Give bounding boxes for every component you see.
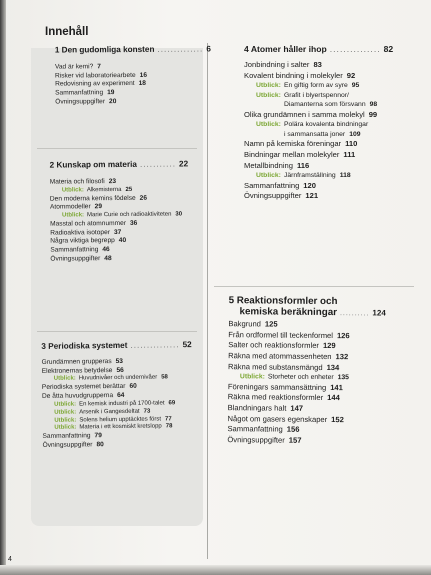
chapter-4 (244, 44, 428, 202)
entry-title: Räkna med substansmängd (228, 361, 323, 372)
entry-title: Övningsuppgifter (42, 441, 93, 449)
toc-entry (244, 150, 428, 161)
entry-page: 134 (326, 362, 340, 372)
entry-page: 111 (343, 150, 356, 160)
entry-page: 23 (108, 178, 117, 186)
entry-title: Blandningars halt (227, 403, 287, 413)
entry-title: Periodiska systemet berättar (41, 383, 126, 392)
entry-title: Sammanfattning (227, 424, 283, 434)
entry-page: 73 (143, 408, 151, 415)
page-edge-shadow (0, 0, 6, 575)
entry-page: 120 (303, 180, 316, 190)
chapter-heading (244, 44, 428, 54)
entry-page: 30 (175, 211, 183, 218)
toc-entry-utblick (244, 171, 428, 181)
entry-page: 135 (337, 374, 350, 382)
entry-page: 25 (125, 186, 133, 193)
toc-entry (227, 435, 422, 447)
entry-page: 126 (336, 330, 350, 340)
utblick-label: Utblick: (61, 187, 84, 194)
entry-page: 125 (264, 319, 278, 329)
entry-title: Kovalent bindning i molekyler (244, 70, 343, 80)
chapter-page: 82 (383, 44, 394, 54)
separator (37, 148, 197, 149)
entry-page: 152 (331, 414, 344, 424)
entry-page: 83 (313, 60, 322, 69)
chapter-page: 6 (206, 44, 211, 54)
chapter-page: 52 (182, 340, 192, 350)
entry-page: 48 (104, 254, 112, 262)
chapter-page: 22 (178, 159, 189, 169)
column-divider (207, 43, 208, 559)
entry-title: Atommodeller (49, 203, 91, 211)
entry-title: Metallbindning (244, 160, 293, 170)
entry-title: Radioaktiva isotoper (50, 228, 110, 237)
chapter-heading (41, 340, 191, 351)
entry-page: 132 (335, 351, 349, 362)
entry-title: Den moderna kemins födelse (49, 194, 136, 203)
toc-entry (244, 161, 428, 172)
entry-page: 19 (107, 89, 115, 97)
leader-dots: .......... (339, 310, 370, 318)
utblick-label: Utblick: (256, 172, 281, 180)
entry-title: Några viktiga begrepp (50, 237, 115, 245)
toc-entry-continuation (244, 100, 428, 110)
utblick-label: Utblick: (62, 212, 85, 219)
entry-page: 118 (339, 172, 351, 180)
entry-page: 129 (322, 341, 336, 351)
entry-page: 121 (305, 191, 319, 201)
chapter-title: 2 Kunskap om materia (49, 159, 138, 170)
entry-page: 37 (113, 228, 122, 236)
separator (37, 331, 197, 332)
chapter-1 (55, 44, 211, 107)
entry-title: Alkemisterna (86, 186, 122, 193)
entry-title: Solens helium upptäcktes först (79, 415, 162, 423)
entry-page: 156 (286, 424, 300, 434)
entry-title: Jonbindning i salter (244, 60, 310, 69)
entry-title: Risker vid laboratoriearbete (54, 71, 136, 80)
entry-page: 79 (94, 432, 102, 440)
entry-title: Räkna med reaktionsformler (227, 392, 324, 403)
entry-title: i sammansatta joner (284, 130, 346, 138)
chapter-3 (41, 340, 193, 451)
entry-title: Något om gasers egenskaper (227, 413, 328, 424)
entry-page: 116 (296, 160, 310, 170)
chapter-page: 124 (372, 308, 386, 318)
entry-page: 64 (117, 391, 125, 400)
entry-page: 40 (118, 237, 127, 245)
entry-title: Polära kovalenta bindningar (283, 121, 369, 129)
left-panel (31, 48, 203, 526)
toc-entry (244, 110, 428, 121)
toc-entry-utblick (244, 120, 428, 130)
entry-page: 78 (165, 423, 173, 430)
entry-title: Materia och filosofi (49, 178, 105, 186)
entry-title: Diamanterna som försvann (284, 101, 366, 109)
toc-entry (244, 191, 428, 202)
entry-title: Från ordformel till teckenformel (228, 329, 334, 340)
utblick-label: Utblick: (256, 82, 281, 90)
chapter-title: 1 Den gudomliga konsten (54, 44, 155, 55)
entry-title: Olika grundämnen i samma molekyl (244, 109, 365, 119)
leader-dots: ............... (329, 44, 381, 54)
entry-title: Materia i ett kosmiskt kretslopp (79, 423, 162, 431)
entry-title: Övningsuppgifter (244, 191, 302, 201)
entry-page: 92 (346, 70, 356, 80)
entry-title: Huvudnivåer och undernivåer (78, 374, 158, 382)
toc-entry (55, 97, 211, 107)
entry-title: Storheter och enheter (267, 373, 334, 382)
entry-page: 60 (129, 383, 137, 391)
utblick-label: Utblick: (54, 417, 77, 424)
entry-title: En giftig form av syre (283, 82, 348, 90)
entry-title: Sammanfattning (244, 180, 300, 190)
entry-title: Övningsuppgifter (50, 254, 101, 263)
entry-title: Järnframställning (283, 172, 336, 180)
utblick-label: Utblick: (256, 121, 281, 129)
entry-page: 110 (345, 139, 358, 149)
entry-title: Föreningars sammansättning (227, 381, 327, 392)
entry-title: Övningsuppgifter (227, 434, 285, 445)
utblick-label: Utblick: (53, 375, 76, 383)
entry-title: De åtta huvudgrupperna (41, 392, 114, 400)
entry-title: Namn på kemiska föreningar (244, 139, 342, 149)
chapter-2 (50, 159, 189, 264)
page-number: 4 (8, 556, 12, 563)
utblick-label: Utblick: (54, 409, 77, 416)
entry-title: Salter och reaktionsformler (228, 340, 320, 351)
toc-entry (244, 60, 428, 71)
entry-title: Vad är kemi? (54, 63, 94, 71)
entry-title: En kemisk industri på 1700-talet (79, 400, 165, 408)
entry-page: 157 (288, 435, 302, 445)
entry-title: Övningsuppgifter (55, 98, 106, 106)
entry-title: Sammanfattning (42, 432, 91, 441)
chapter-heading-line2 (228, 306, 423, 319)
chapter-title: 5 Reaktionsformler och (228, 295, 338, 308)
entry-page: 56 (116, 366, 124, 374)
chapter-5 (227, 295, 423, 447)
entry-page: 147 (290, 403, 304, 413)
chapter-title: 4 Atomer håller ihop (244, 44, 327, 54)
entry-page: 16 (139, 71, 148, 79)
utblick-label: Utblick: (239, 373, 265, 381)
entry-page: 77 (164, 415, 172, 422)
chapter-title: 3 Periodiska systemet (41, 340, 128, 351)
entry-page: 99 (368, 109, 378, 119)
entry-page: 69 (168, 400, 176, 407)
entry-title: Grundämnen grupperas (41, 358, 112, 366)
entry-page: 53 (115, 357, 123, 366)
entry-page: 95 (351, 82, 360, 90)
entry-title: Bindningar mellan molekyler (244, 150, 340, 160)
entry-title: Sammanfattning (50, 246, 99, 254)
entry-page: 46 (102, 246, 110, 254)
entry-title: Elektronernas betydelse (41, 366, 113, 375)
entry-page: 26 (139, 194, 148, 202)
toc-entry-utblick (244, 91, 428, 101)
page-bottom-shadow (0, 565, 431, 575)
entry-title: Bakgrund (228, 319, 261, 329)
utblick-label: Utblick: (256, 91, 281, 99)
toc-entry (50, 254, 189, 264)
toc-entry (244, 71, 428, 82)
entry-page: 141 (330, 382, 343, 392)
entry-page: 7 (97, 63, 101, 71)
entry-page: 144 (327, 393, 340, 403)
entry-page: 36 (129, 219, 138, 227)
leader-dots: ........... (139, 159, 177, 169)
entry-title: Räkna med atommassenheten (228, 351, 332, 361)
chapter-title: kemiska beräkningar (239, 306, 338, 319)
toc-entry (244, 181, 428, 192)
toc-entry (43, 440, 193, 451)
entry-title: Arsenik i Gangesdeltat (79, 408, 140, 416)
leader-dots: .............. (157, 44, 204, 54)
entry-page: 58 (161, 374, 168, 381)
entry-page: 29 (94, 203, 103, 211)
entry-title: Marie Curie och radioaktiviteten (87, 211, 172, 219)
chapter-heading (50, 159, 189, 169)
toc-entry (244, 139, 428, 150)
utblick-label: Utblick: (54, 401, 77, 408)
leader-dots: ............... (130, 340, 180, 350)
entry-page: 18 (138, 80, 146, 88)
utblick-label: Utblick: (54, 424, 77, 432)
separator (214, 286, 414, 287)
page-title: Innehåll (45, 26, 89, 38)
entry-title: Sammanfattning (55, 89, 104, 97)
chapter-heading (55, 44, 211, 54)
toc-entry-utblick (244, 81, 428, 91)
entry-title: Redovisning av experiment (55, 80, 135, 88)
entry-title: Masstal och atomnummer (50, 219, 126, 228)
entry-page: 98 (369, 101, 378, 109)
toc-entry-continuation (244, 130, 428, 140)
entry-page: 80 (96, 441, 104, 449)
entry-page: 109 (349, 130, 361, 138)
entry-title: Grafit i blyertspennor/ (283, 91, 349, 99)
entry-page: 20 (109, 97, 117, 105)
